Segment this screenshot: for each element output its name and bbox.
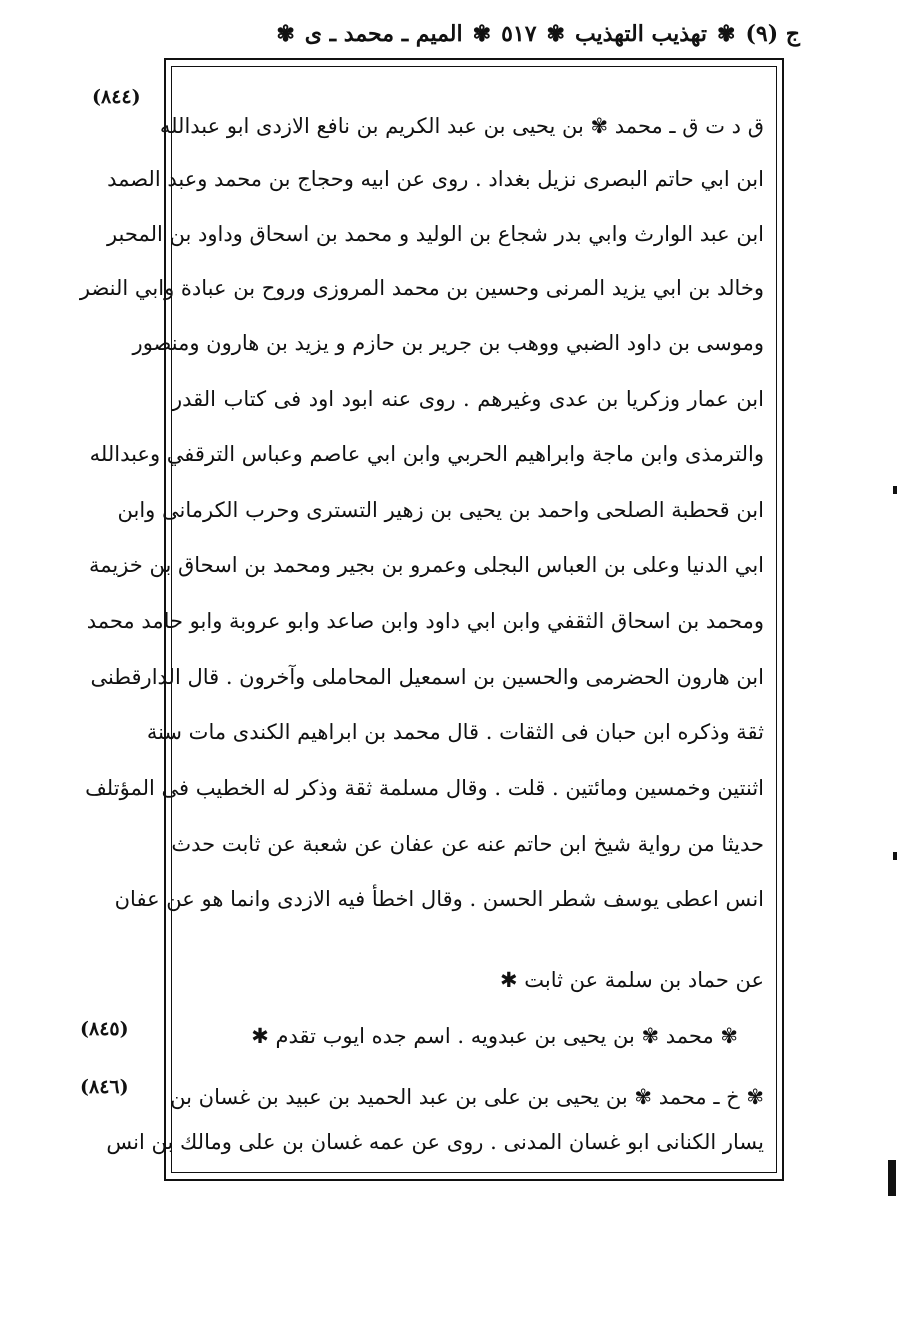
text-line: ابن عبد الوارث وابي بدر شجاع بن الوليد و محمد بن اسحاق وداود بن المحبر bbox=[106, 222, 764, 246]
text-line: يسار الكنانى ابو غسان المدنى . روى عن عمه غسان بن على ومالك بن انس bbox=[106, 1130, 764, 1154]
text-line: ابن ابي حاتم البصرى نزيل بغداد . روى عن ابيه وحجاج بن محمد وعبد الصمد bbox=[107, 167, 764, 191]
text-line: ابن عمار وزكريا بن عدى وغيرهم . روى عنه ابود اود فى كتاب القدر bbox=[172, 387, 764, 411]
book-title: تهذيب التهذيب bbox=[574, 21, 708, 47]
text-line: وموسى بن داود الضبي ووهب بن جرير بن حازم و يزيد بن هارون ومنصور bbox=[132, 331, 764, 355]
ornament-icon: ✾ bbox=[717, 21, 736, 47]
edge-mark bbox=[888, 1160, 896, 1196]
edge-mark bbox=[893, 486, 897, 494]
ornament-icon: ✾ bbox=[472, 21, 492, 47]
text-line: ثقة وذكره ابن حبان فى الثقات . قال محمد بن ابراهيم الكندى مات سنة bbox=[146, 720, 764, 744]
text-line: ابن هارون الحضرمى والحسين بن اسمعيل المحاملى وآخرون . قال الدارقطنى bbox=[90, 665, 764, 689]
text-line: ابن قحطبة الصلحى واحمد بن يحيى بن زهير التسترى وحرب الكرمانى وابن bbox=[117, 498, 764, 522]
text-line: عن حماد بن سلمة عن ثابت ✱ bbox=[499, 968, 764, 992]
text-line: انس اعطى يوسف شطر الحسن . وقال اخطأ فيه الازدى وانما هو عن عفان bbox=[114, 887, 764, 911]
entry-number: (٨٤٥) bbox=[80, 1018, 129, 1040]
text-line: اثنتين وخمسين ومائتين . قلت . وقال مسلمة ثقة وذكر له الخطيب فى المؤتلف bbox=[85, 776, 764, 800]
ornament-icon: ✾ bbox=[546, 21, 565, 47]
entry-number: (٨٤٦) bbox=[80, 1076, 129, 1098]
text-line: حديثا من رواية شيخ ابن حاتم عنه عن عفان عن شعبة عن ثابت حدث bbox=[171, 832, 764, 856]
text-line: ومحمد بن اسحاق الثقفي وابن ابي داود وابن صاعد وابو عروبة وابو حامد محمد bbox=[86, 609, 764, 633]
volume-number: ج (٩) bbox=[745, 21, 800, 47]
page-number: ٥١٧ bbox=[501, 21, 537, 47]
text-line: ✾ خ ـ محمد ✾ بن يحيى بن على بن عبد الحميد بن عبيد بن غسان بن bbox=[170, 1085, 764, 1109]
text-line: وخالد بن ابي يزيد المرنى وحسين بن محمد المروزى وروح بن عبادة وابي النضر bbox=[79, 276, 764, 300]
ornament-icon: ✾ bbox=[276, 21, 295, 47]
section-title: الميم ـ محمد ـ ى bbox=[304, 21, 463, 47]
edge-mark bbox=[893, 852, 897, 860]
text-line: والترمذى وابن ماجة وابراهيم الحربي وابن ابي عاصم وعباس الترقفي وعبدالله bbox=[89, 442, 764, 466]
running-header bbox=[170, 12, 800, 56]
text-line: ابي الدنيا وعلى بن العباس البجلى وعمرو بن بجير ومحمد بن اسحاق بن خزيمة bbox=[88, 553, 764, 577]
text-line: ق د ت ق ـ محمد ✾ بن يحيى بن عبد الكريم بن نافع الازدى ابو عبدالله bbox=[159, 114, 764, 138]
entry-number: (٨٤٤) bbox=[92, 86, 141, 108]
text-line: ✾ محمد ✾ بن يحيى بن عبدويه . اسم جده ايوب تقدم ✱ bbox=[251, 1024, 738, 1048]
